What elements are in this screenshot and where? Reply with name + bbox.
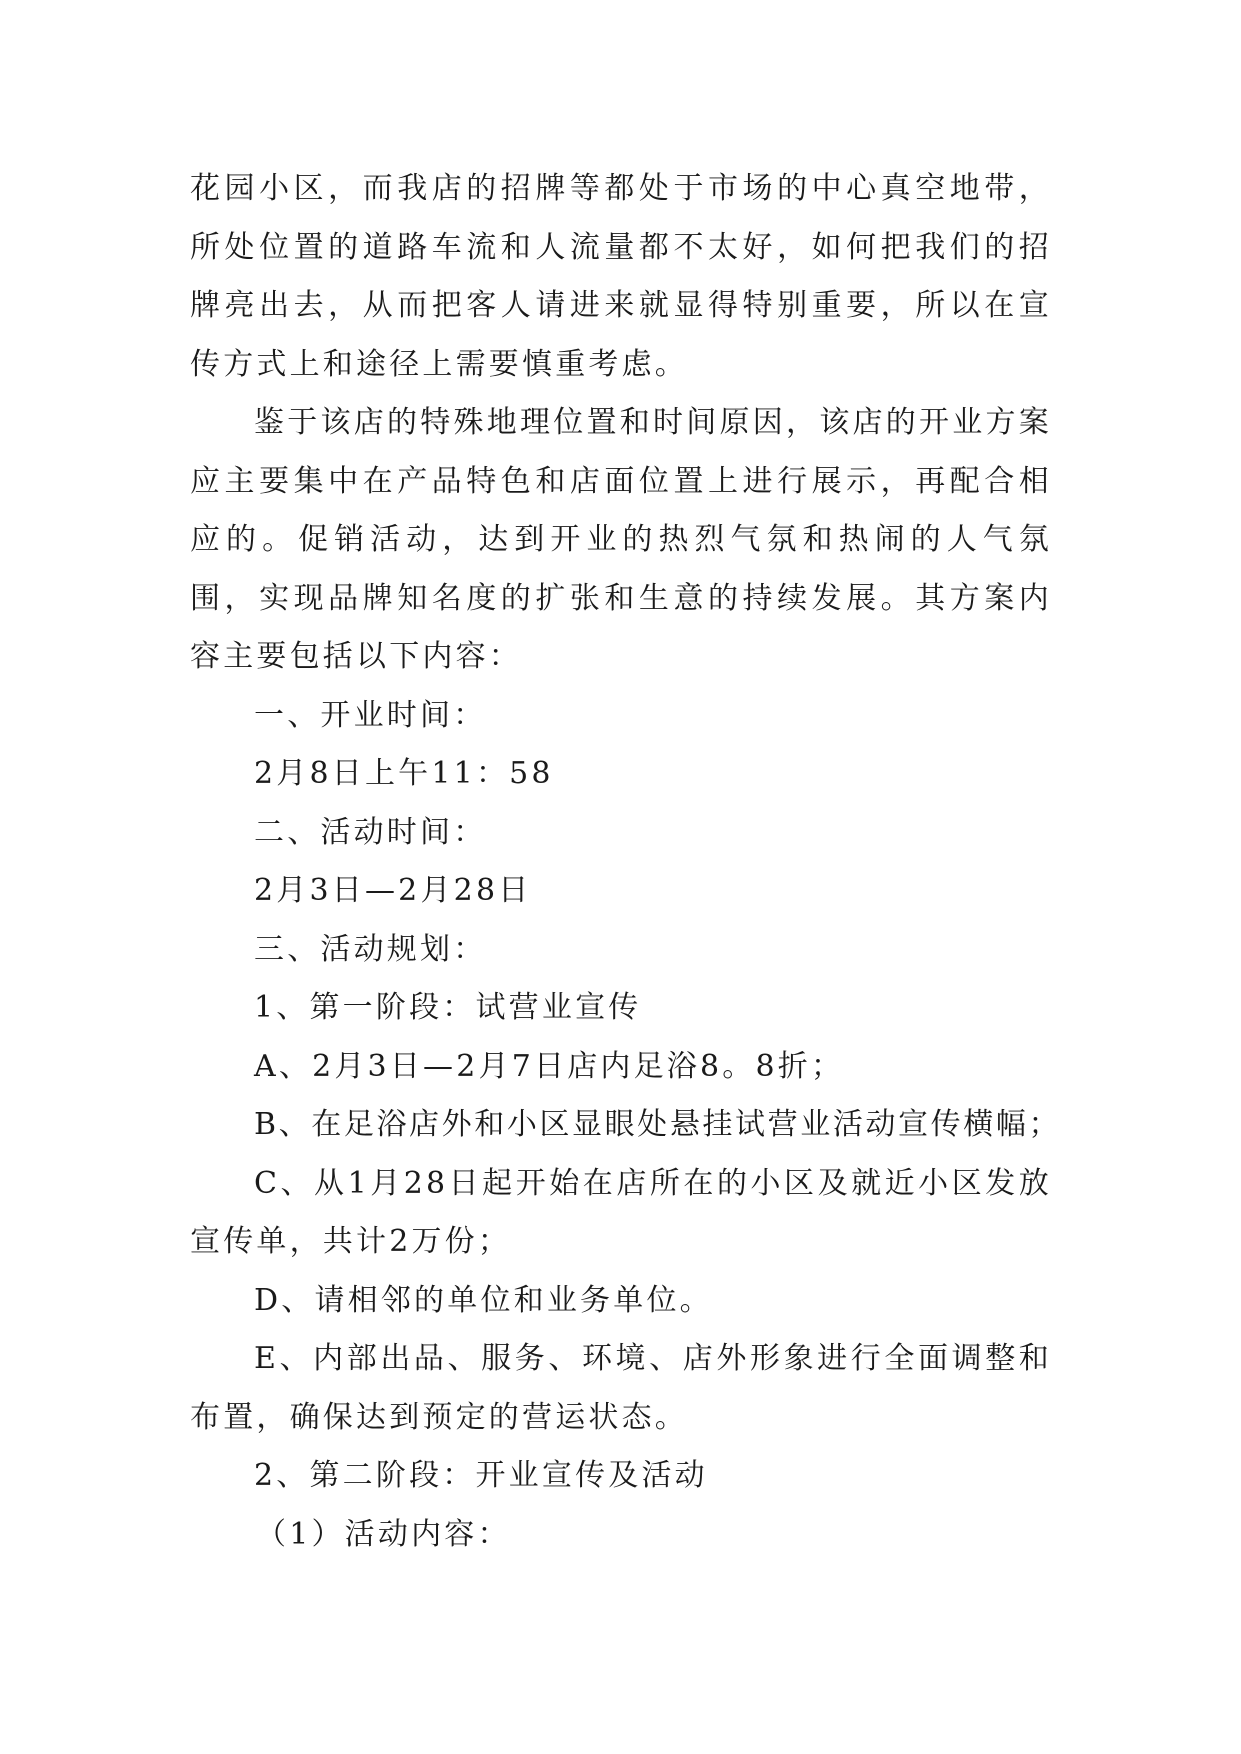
stage-one-item-b: B、在足浴店外和小区显眼处悬挂试营业活动宣传横幅； [254,1107,1062,1142]
activity-content-heading: （1）活动内容： [256,1516,511,1552]
paragraph-location-intro: 花园小区，而我店的招牌等都处于市场的中心真空地带，所处位置的道路车流和人流量都不太好，如何把我们的招牌亮出去，从而把客人请进来就显得特别重要，所以在宣传方式上和途径上需要慎重考虑。 [190,171,1052,382]
heading-activity-time: 二、活动时间： [254,814,487,850]
stage-two-heading: 2、第二阶段：开业宣传及活动 [254,1458,708,1493]
stage-one-item-c: C、从1月28日起开始在店所在的小区及就近小区发放宣传单，共计2万份； [190,1165,1052,1259]
opening-time-value: 2月8日上午11：58 [254,756,554,791]
document-body [190,160,1062,1564]
heading-opening-time: 一、开业时间： [254,697,487,733]
paragraph-plan-overview: 鉴于该店的特殊地理位置和时间原因，该店的开业方案应主要集中在产品特色和店面位置上进行展示，再配合相应的。促销活动，达到开业的热烈气氛和热闹的人气氛围，实现品牌知名度的扩张和生意的持续发展。其方案内容主要包括以下内容： [190,405,1052,674]
stage-one-item-a: A、2月3日—2月7日店内足浴8。8折； [254,1048,845,1084]
stage-one-item-e: E、内部出品、服务、环境、店外形象进行全面调整和布置，确保达到预定的营运状态。 [190,1341,1052,1435]
stage-one-heading: 1、第一阶段：试营业宣传 [254,990,642,1025]
heading-activity-plan: 三、活动规划： [254,931,487,967]
activity-time-value: 2月3日—2月28日 [254,873,532,908]
stage-one-item-d: D、请相邻的单位和业务单位。 [254,1282,713,1318]
